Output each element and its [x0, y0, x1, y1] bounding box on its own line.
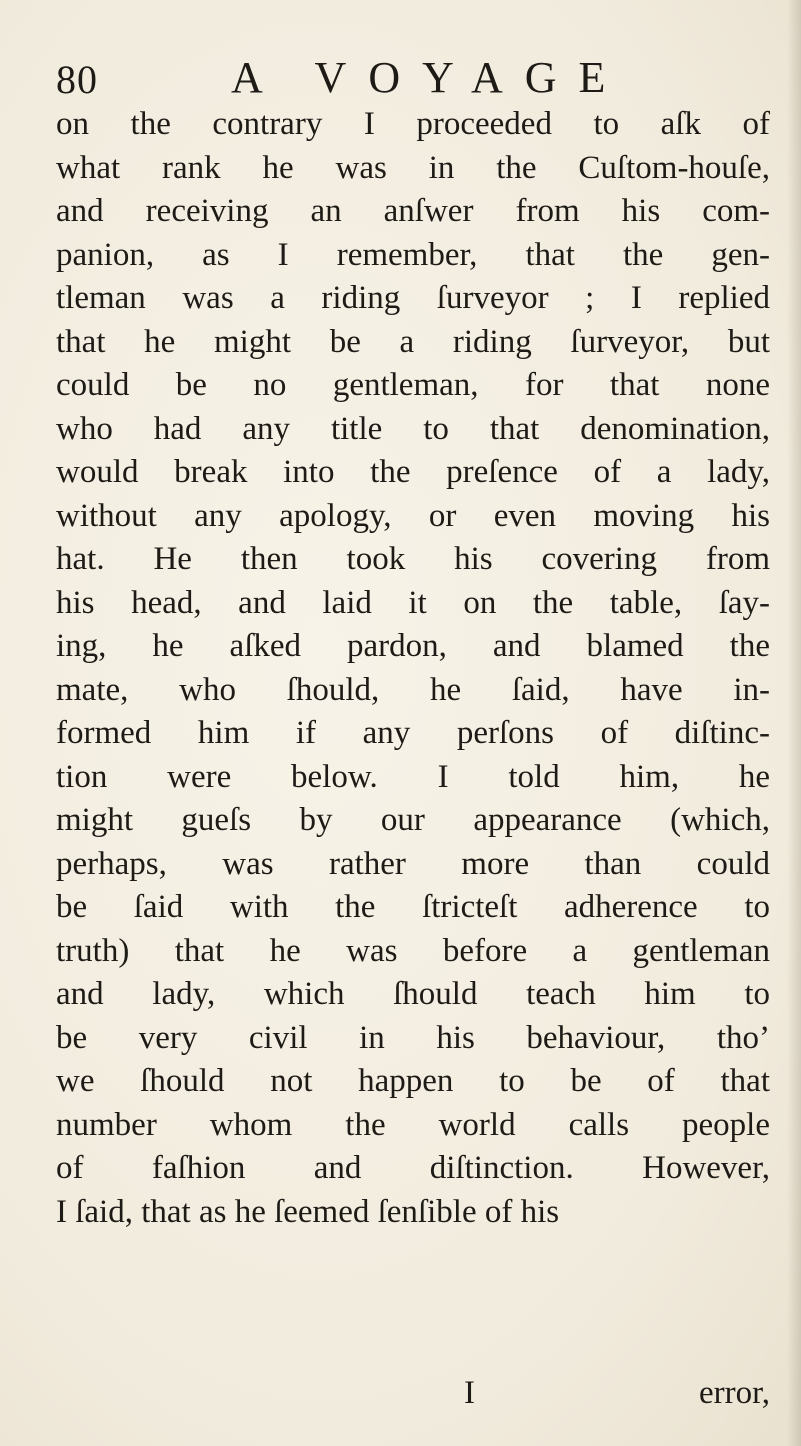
page-number: 80 [56, 57, 98, 102]
page-footer [56, 1371, 770, 1415]
catchword: error, [698, 1375, 770, 1411]
text-line: of faſhion and diſtinction. However, [56, 1150, 770, 1186]
text-line: ing, he aſked pardon, and blamed the [56, 628, 770, 664]
signature-mark: I [464, 1375, 475, 1411]
page-edge-shadow [787, 0, 801, 1446]
text-line: tion were below. I told him, he [56, 758, 770, 795]
text-line: truth) that he was before a gentleman [56, 932, 770, 969]
text-line: that he might be a riding ſurveyor, but [56, 323, 770, 360]
text-line: formed him if any perſons of diſtinc- [56, 715, 770, 751]
text-line: without any apology, or even moving his [56, 497, 770, 534]
text-line: could be no gentleman, for that none [56, 367, 770, 403]
text-line: mate, who ſhould, he ſaid, have in- [56, 671, 770, 708]
text-line: number whom the world calls people [56, 1106, 770, 1143]
text-line: what rank he was in the Cuſtom-houſe, [56, 149, 770, 186]
text-line: be ſaid with the ſtricteſt adherence to [56, 889, 770, 925]
text-line: perhaps, was rather more than could [56, 845, 770, 882]
text-line: and lady, which ſhould teach him to [56, 976, 770, 1012]
text-line: on the contrary I proceeded to aſk of [56, 106, 770, 142]
text-line: be very civil in his behaviour, tho’ [56, 1019, 770, 1056]
text-line: panion, as I remember, that the gen- [56, 236, 770, 273]
running-title: A VOYAGE [231, 53, 628, 102]
text-line: I ſaid, that as he ſeemed ſenſible of his [56, 1193, 560, 1230]
text-line: and receiving an anſwer from his com- [56, 193, 770, 229]
text-line: tleman was a riding ſurveyor ; I replied [56, 280, 770, 316]
text-line: hat. He then took his covering from [56, 541, 770, 577]
text-line: would break into the preſence of a lady, [56, 454, 770, 490]
text-line: might gueſs by our appearance (which, [56, 802, 770, 838]
text-line: who had any title to that denomination, [56, 410, 770, 447]
body-text [56, 103, 770, 1234]
text-line: we ſhould not happen to be of that [56, 1063, 770, 1099]
text-line: his head, and laid it on the table, ſay- [56, 584, 770, 621]
page-header [56, 53, 756, 106]
